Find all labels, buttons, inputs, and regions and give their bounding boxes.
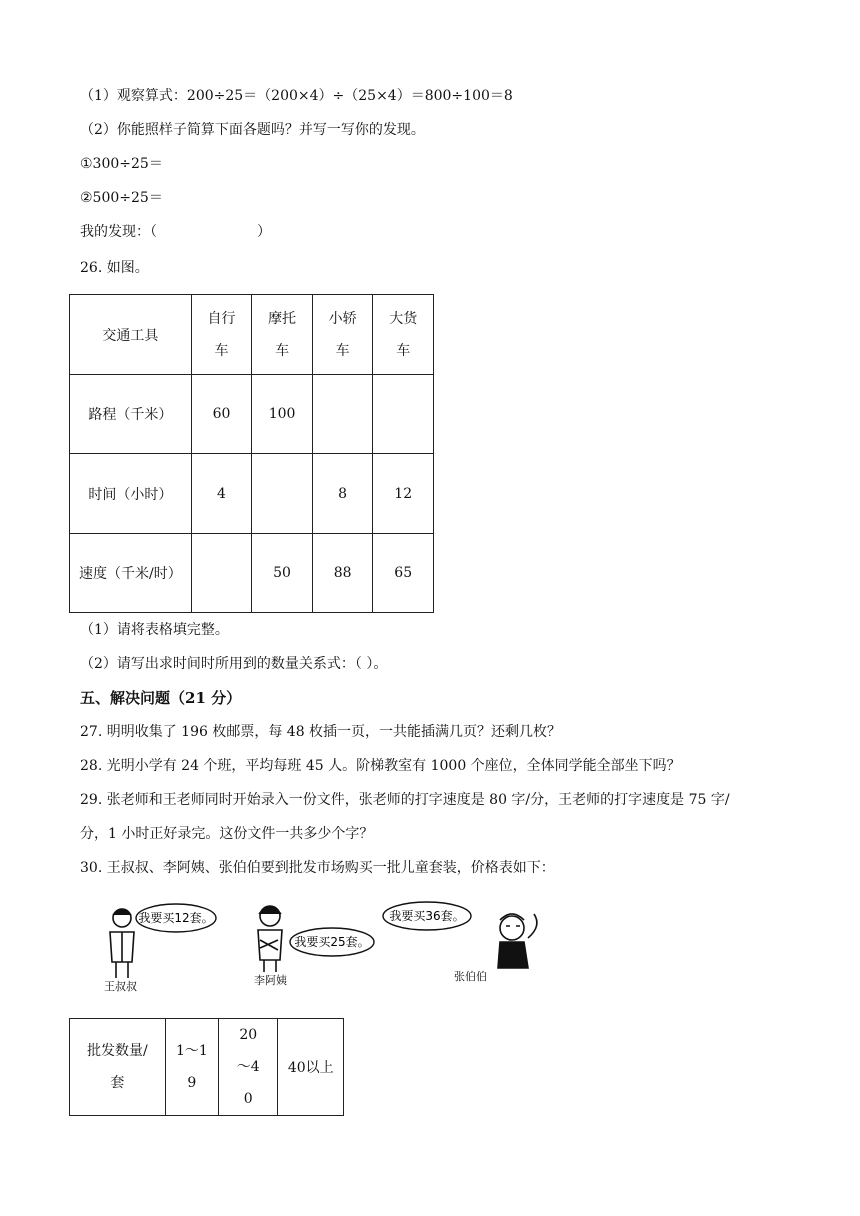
table-cell[interactable] <box>191 534 252 613</box>
item-1: ①300÷25＝ <box>80 156 163 172</box>
table-cell: 60 <box>191 375 252 454</box>
row-label: 路程（千米） <box>70 375 192 454</box>
table-cell: 8 <box>312 454 373 534</box>
question-line: （2）你能照样子简算下面各题吗？并写一写你的发现。 <box>80 122 425 138</box>
person-zhang-icon <box>498 914 537 968</box>
q30: 30. 王叔叔、李阿姨、张伯伯要到批发市场购买一批儿童套装，价格表如下： <box>80 860 555 876</box>
table-cell: 65 <box>373 534 434 613</box>
table-cell: 100 <box>252 375 313 454</box>
price-header-quantity: 批发数量/套 <box>70 1019 166 1116</box>
q26-title: 26. 如图。 <box>80 260 149 276</box>
price-header-range-3: 40以上 <box>278 1019 344 1116</box>
q29-line2: 分，1 小时正好录完。这份文件一共多少个字？ <box>80 826 374 842</box>
row-label: 时间（小时） <box>70 454 192 534</box>
name-wang: 王叔叔 <box>104 980 137 993</box>
table-cell[interactable] <box>252 454 313 534</box>
table-cell[interactable] <box>312 375 373 454</box>
bubble-1-text: 我要买12套。 <box>138 911 214 925</box>
person-wang-icon <box>110 909 134 978</box>
header-cell: 小轿车 <box>312 295 373 375</box>
table-cell: 88 <box>312 534 373 613</box>
name-li: 李阿姨 <box>254 974 287 987</box>
row-label: 速度（千米/时） <box>70 534 192 613</box>
header-cell: 大货车 <box>373 295 434 375</box>
name-zhang: 张伯伯 <box>454 970 487 983</box>
q28: 28. 光明小学有 24 个班，平均每班 45 人。阶梯教室有 1000 个座位，全体同学能全部坐下吗？ <box>80 758 681 774</box>
shopping-illustration <box>102 898 552 994</box>
header-cell: 摩托车 <box>252 295 313 375</box>
price-header-range-2: 20～40 <box>219 1019 278 1116</box>
q27: 27. 明明收集了 196 枚邮票，每 48 枚插一页，一共能插满几页？还剩几枚？ <box>80 724 562 740</box>
table-cell[interactable] <box>373 375 434 454</box>
finding-label: 我的发现：（ <box>80 224 157 240</box>
table-cell: 12 <box>373 454 434 534</box>
table-cell: 4 <box>191 454 252 534</box>
section5-heading: 五、解决问题（21 分） <box>80 689 242 707</box>
price-table <box>69 1018 344 1116</box>
finding-line: 我的发现：（ ） <box>80 224 271 240</box>
q26-sub2: （2）请写出求时间时所用到的数量关系式：（ ）。 <box>80 656 388 672</box>
traffic-table <box>69 294 434 613</box>
price-header-range-1: 1～19 <box>165 1019 218 1116</box>
q29-line1: 29. 张老师和王老师同时开始录入一份文件，张老师的打字速度是 80 字/分，王老师的打字速度是 75 字/ <box>80 792 730 808</box>
bubble-3-text: 我要买36套。 <box>389 909 465 923</box>
header-cell: 交通工具 <box>70 295 192 375</box>
person-li-icon <box>258 906 282 972</box>
table-cell: 50 <box>252 534 313 613</box>
bubble-2-text: 我要买25套。 <box>294 935 370 949</box>
header-cell: 自行车 <box>191 295 252 375</box>
item-2: ②500÷25＝ <box>80 190 163 206</box>
observe-line: （1）观察算式：200÷25＝（200×4）÷（25×4）＝800÷100＝8 <box>80 88 513 104</box>
q26-sub1: （1）请将表格填完整。 <box>80 622 229 638</box>
